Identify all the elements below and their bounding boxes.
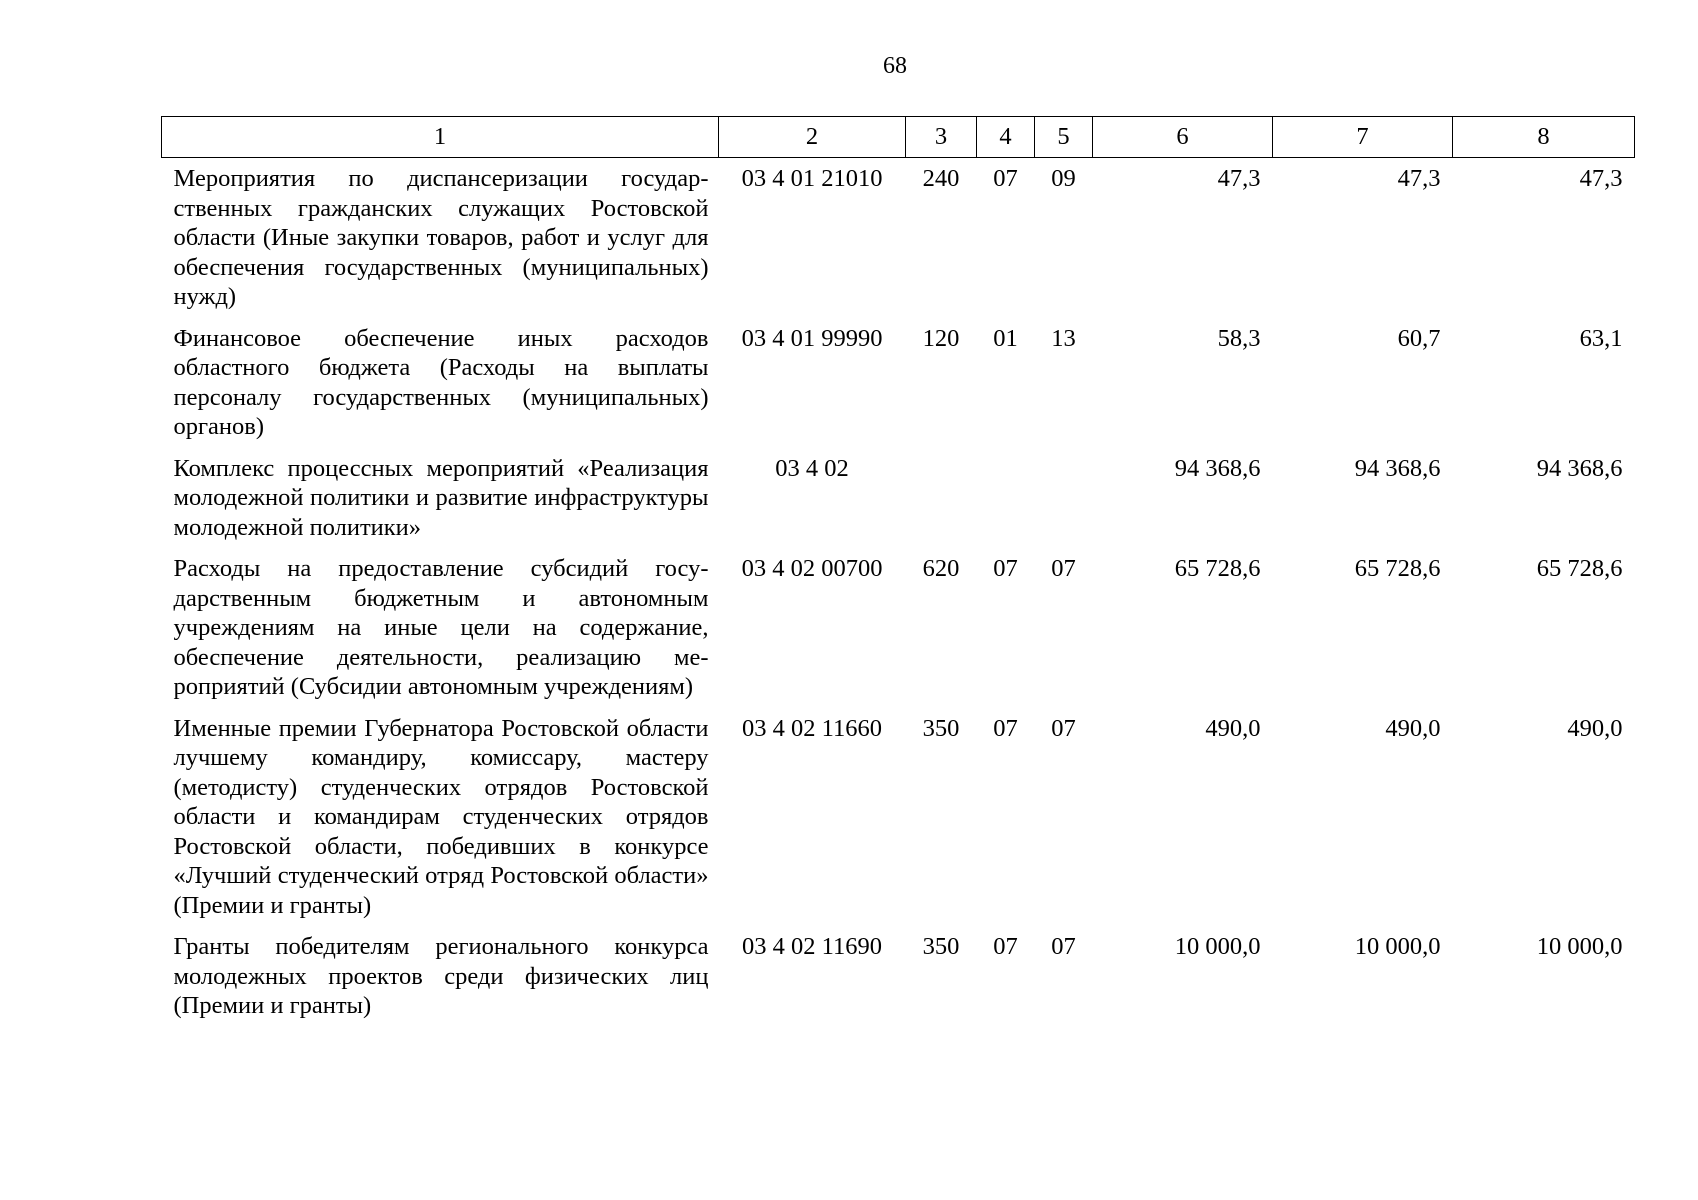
row-value-col8: 65 728,6	[1536, 555, 1623, 582]
row-subsection: 07	[1051, 933, 1076, 960]
page-number: 68	[883, 53, 907, 79]
row-subsection: 09	[1051, 165, 1076, 192]
row-subsection: 13	[1051, 324, 1076, 352]
table-row	[162, 926, 1635, 1027]
header-col-5: 5	[1035, 117, 1093, 158]
row-expense-type: 350	[922, 933, 960, 960]
header-col-1: 1	[162, 117, 719, 158]
row-section: 07	[993, 714, 1018, 742]
header-col-3: 3	[906, 117, 977, 158]
row-section: 07	[993, 165, 1018, 192]
row-code: 03 4 02 00700	[741, 555, 883, 582]
row-value-col6: 58,3	[1217, 324, 1261, 352]
row-description: Именные премии Губернатора Ростовской области лучшему командиру, комиссару, мастеру (методисту) студенческих отрядов Ростовской области и командирам студенческих отрядов Ростовской области, победивших в конкурсе «Лучший студенческий отряд Ростовской области» (Премии и гранты)	[173, 714, 709, 919]
row-expense-type	[906, 448, 977, 549]
row-value-col6: 94 368,6	[1174, 454, 1261, 482]
row-section: 07	[993, 555, 1018, 582]
row-section: 07	[993, 933, 1018, 960]
table-row	[162, 548, 1635, 708]
row-expense-type: 350	[922, 714, 960, 742]
table-row	[162, 158, 1635, 318]
table-row	[162, 708, 1635, 927]
row-value-col7: 47,3	[1397, 165, 1441, 192]
row-value-col6: 10 000,0	[1174, 933, 1261, 960]
row-code: 03 4 02 11660	[742, 714, 882, 742]
header-col-4: 4	[977, 117, 1035, 158]
row-value-col6: 490,0	[1205, 714, 1261, 742]
row-description: Финансовое обеспечение иных расходов областного бюджета (Расходы на выплаты персоналу государственных (муниципальных) органов)	[173, 324, 709, 440]
row-subsection	[1035, 448, 1093, 549]
row-section: 01	[993, 324, 1018, 352]
header-col-8: 8	[1453, 117, 1635, 158]
table-row	[162, 448, 1635, 549]
row-description: Расходы на предоставление субсидий государственным бюджетным и автономным учреждениям на иные цели на содержание, обеспечение деятельности, реализацию мероприятий (Субсидии автономным учреждениям)	[173, 555, 709, 700]
row-description: Гранты победителям регионального конкурса молодежных проектов среди физических лиц (Премии и гранты)	[173, 933, 709, 1019]
row-subsection: 07	[1051, 714, 1076, 742]
table-row	[162, 318, 1635, 448]
row-value-col7: 490,0	[1385, 714, 1441, 742]
row-value-col8: 47,3	[1579, 165, 1623, 192]
row-value-col7: 94 368,6	[1354, 454, 1441, 482]
row-description: Мероприятия по диспансеризации государственных гражданских служащих Ростовской области (Иные закупки товаров, работ и услуг для обеспечения государственных (муниципальных) нужд)	[173, 165, 709, 310]
row-code: 03 4 01 21010	[741, 165, 883, 192]
header-col-6: 6	[1093, 117, 1273, 158]
row-value-col8: 10 000,0	[1536, 933, 1623, 960]
row-expense-type: 620	[922, 555, 960, 582]
row-value-col6: 65 728,6	[1174, 555, 1261, 582]
row-expense-type: 120	[922, 324, 960, 352]
row-value-col7: 60,7	[1397, 324, 1441, 352]
row-value-col7: 10 000,0	[1354, 933, 1441, 960]
row-code: 03 4 02	[775, 454, 849, 482]
row-value-col7: 65 728,6	[1354, 555, 1441, 582]
row-code: 03 4 02 11690	[742, 933, 882, 960]
row-value-col8: 94 368,6	[1536, 454, 1623, 482]
row-code: 03 4 01 99990	[741, 324, 883, 352]
row-value-col6: 47,3	[1217, 165, 1261, 192]
row-value-col8: 63,1	[1579, 324, 1623, 352]
row-description: Комплекс процессных мероприятий «Реализация молодежной политики и развитие инфраструктуры молодежной политики»	[173, 454, 709, 541]
row-subsection: 07	[1051, 555, 1076, 582]
row-value-col8: 490,0	[1567, 714, 1623, 742]
row-expense-type: 240	[922, 165, 960, 192]
header-row	[162, 117, 1635, 158]
budget-table	[161, 116, 1635, 1027]
row-section	[977, 448, 1035, 549]
header-col-2: 2	[719, 117, 906, 158]
header-col-7: 7	[1273, 117, 1453, 158]
